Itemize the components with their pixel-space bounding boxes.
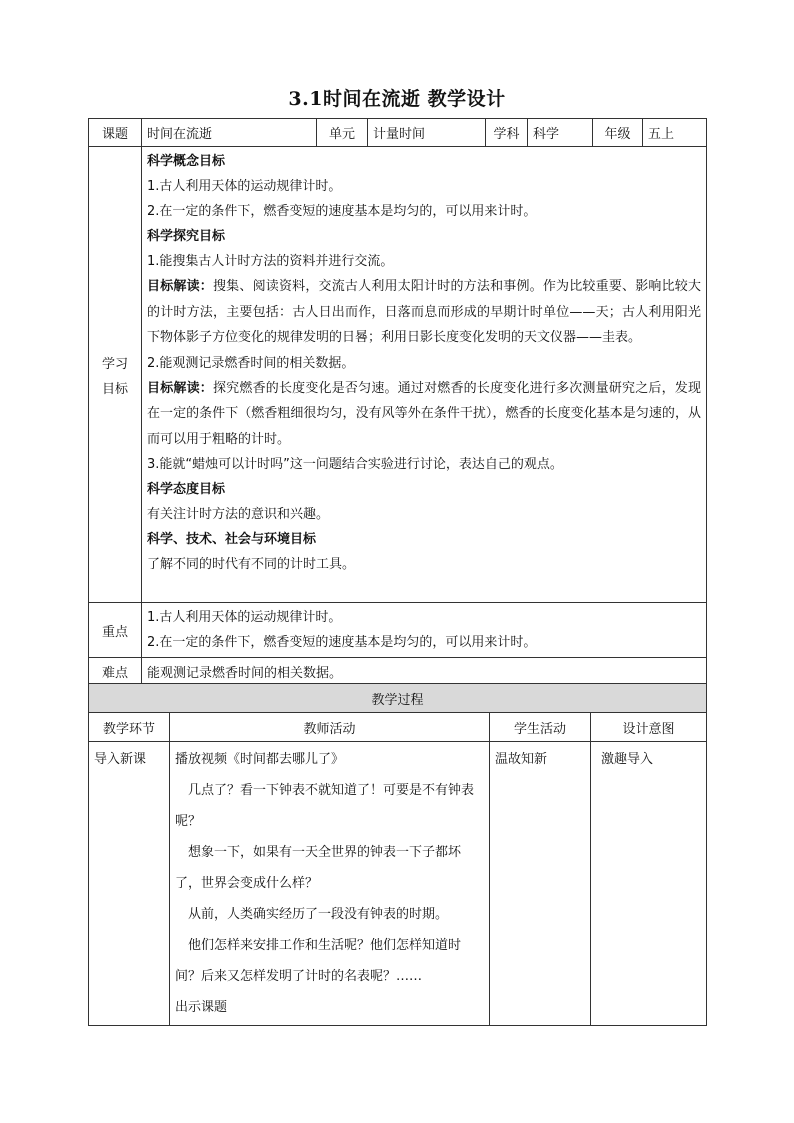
grade-label: 年级 xyxy=(593,119,643,147)
key-points-content xyxy=(142,603,707,658)
col-header-intent: 设计意图 xyxy=(591,713,707,742)
inquiry-item-2: 2.能观测记录燃香时间的相关数据。 xyxy=(147,355,355,371)
teacher-line-5: 他们怎样来安排工作和生活呢？他们怎样知道时间？后来又怎样发明了计时的名表呢？…… xyxy=(175,938,462,984)
course-value: 时间在流逝 xyxy=(142,119,317,147)
teacher-line-4: 从前，人类确实经历了一段没有钟表的时期。 xyxy=(188,907,449,922)
lesson-info-table xyxy=(88,118,707,685)
grade-value: 五上 xyxy=(643,119,707,147)
inquiry-item-1: 1.能搜集古人计时方法的资料并进行交流。 xyxy=(147,254,394,269)
objectives-label-line1: 学习 xyxy=(101,356,128,372)
interpretation-1 xyxy=(147,274,701,351)
row-student-activity: 温故知新 xyxy=(490,742,591,1026)
interpretation-2-label: 目标解读： xyxy=(147,380,213,396)
objectives-label xyxy=(89,147,142,603)
sts-item-1: 了解不同的时代有不同的计时工具。 xyxy=(147,557,356,572)
inquiry-heading: 科学探究目标 xyxy=(147,229,226,244)
teaching-process-table xyxy=(88,683,707,1026)
process-heading: 教学过程 xyxy=(89,684,707,713)
col-header-student: 学生活动 xyxy=(490,713,591,742)
inquiry-item-3: 3.能就“蜡烛可以计时吗”这一问题结合实验进行讨论，表达自己的观点。 xyxy=(147,457,563,472)
interpretation-1-text: 搜集、阅读资料，交流古人利用太阳计时的方法和事例。作为比较重要、影响比较大的计时方法，主要包括：古人日出而作，日落而息而形成的早期计时单位——天；古人利用阳光下物体影子方位变化的规律发明的日晷；利用日影长度变化发明的天文仪器——圭表。 xyxy=(147,279,701,345)
teacher-line-3: 想象一下，如果有一天全世界的钟表一下子都坏了，世界会变成什么样？ xyxy=(175,845,462,891)
course-label: 课题 xyxy=(89,119,142,147)
unit-label: 单元 xyxy=(317,119,368,147)
difficulty-content: 能观测记录燃香时间的相关数据。 xyxy=(142,658,707,685)
page-title: 3.1时间在流逝 教学设计 xyxy=(288,88,506,110)
row-teacher-activity xyxy=(170,742,490,1026)
row-design-intent: 激趣导入 xyxy=(591,742,707,1026)
key-point-2: 2.在一定的条件下，燃香变短的速度基本是均匀的，可以用来计时。 xyxy=(147,635,537,650)
objectives-content xyxy=(142,147,707,603)
attitude-heading: 科学态度目标 xyxy=(147,482,226,497)
concept-item-2: 2.在一定的条件下，燃香变短的速度基本是均匀的，可以用来计时。 xyxy=(147,204,537,219)
interpretation-2 xyxy=(147,376,701,453)
key-points-label: 重点 xyxy=(89,603,142,658)
interpretation-1-label: 目标解读： xyxy=(147,279,213,294)
interpretation-2-text: 探究燃香的长度变化是否匀速。通过对燃香的长度变化进行多次测量研究之后，发现在一定的条件下（燃香粗细很均匀，没有风等外在条件干扰），燃香的长度变化基本是匀速的，从而可以用于粗略的计时。 xyxy=(147,380,701,447)
subject-value: 科学 xyxy=(528,119,593,147)
col-header-teacher: 教师活动 xyxy=(170,713,490,742)
key-point-1: 1.古人利用天体的运动规律计时。 xyxy=(147,610,342,625)
attitude-item-1: 有关注计时方法的意识和兴趣。 xyxy=(147,507,330,522)
concept-heading: 科学概念目标 xyxy=(147,154,226,169)
sts-heading: 科学、技术、社会与环境目标 xyxy=(147,532,317,547)
unit-value: 计量时间 xyxy=(368,119,486,147)
concept-item-1: 1.古人利用天体的运动规律计时。 xyxy=(147,179,342,194)
teacher-line-2: 几点了？看一下钟表不就知道了！可要是不有钟表呢？ xyxy=(175,783,475,829)
subject-label: 学科 xyxy=(486,119,528,147)
row-stage: 导入新课 xyxy=(89,742,170,1026)
teacher-line-6: 出示课题 xyxy=(175,1000,228,1015)
difficulty-label: 难点 xyxy=(89,658,142,685)
teacher-line-1: 播放视频《时间都去哪儿了》 xyxy=(175,752,345,767)
col-header-stage: 教学环节 xyxy=(89,713,170,742)
objectives-label-line2: 目标 xyxy=(101,381,128,397)
